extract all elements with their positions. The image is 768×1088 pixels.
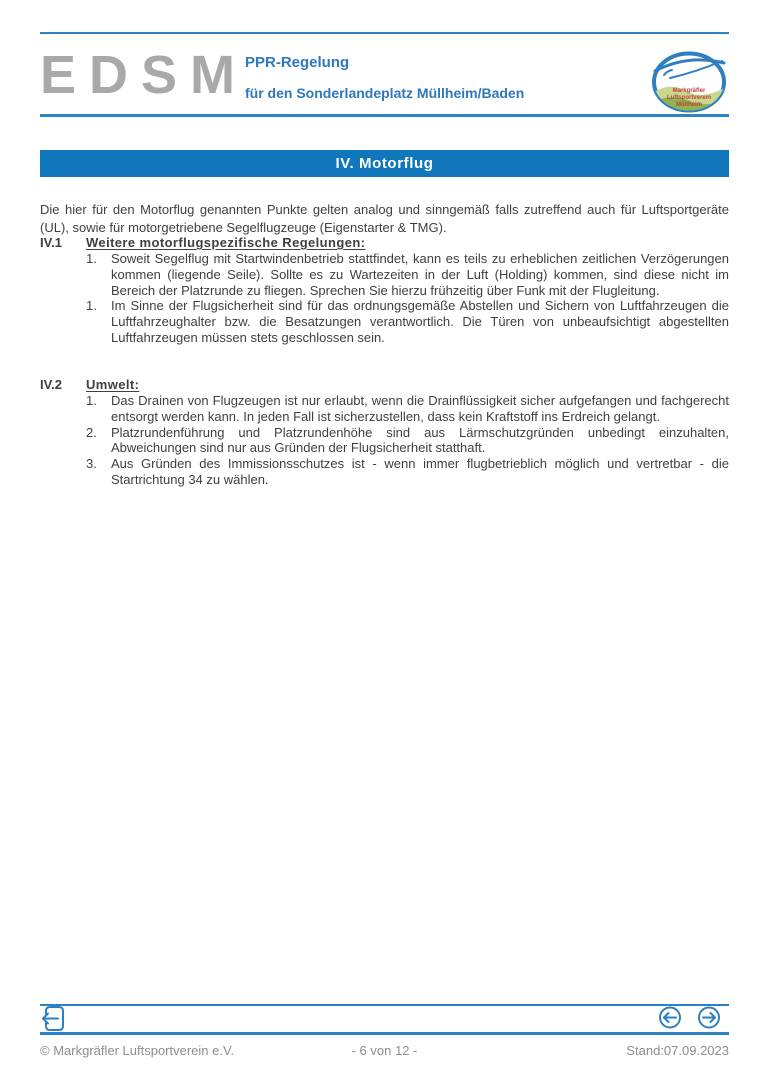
logo-text-line2: Luftsportverein (666, 95, 712, 101)
header-rule (40, 114, 729, 117)
page-footer (40, 1043, 729, 1061)
list-item-text: Soweit Segelflug mit Startwindenbetrieb stattfindet, kann es teils zu erheblichen zeitlichen Verzögerungen kommen (liegende Seile). Sollte es zu Wartezeiten in der Luft (Holding) kommen, sind diese nicht im Bereich der Platzrunde zu fliegen. Sprechen Sie hierzu frühzeitig über Funk mit der Flugleitung. (111, 251, 729, 298)
footer-page-indicator: - 6 von 12 - (351, 1043, 418, 1058)
list-item (86, 298, 729, 345)
next-page-icon[interactable] (697, 1006, 721, 1029)
intro-paragraph: Die hier für den Motorflug genannten Punkte gelten analog und sinngemäß falls zutreffend auch für Luftsportgeräte (UL), sowie für motorgetriebene Segelflugzeuge (Eigenstarter & TMG). (40, 202, 729, 235)
section-number: IV.2 (40, 377, 62, 392)
list-marker: 3. (86, 456, 97, 472)
list-item-text: Das Drainen von Flugzeugen ist nur erlaubt, wenn die Drainflüssigkeit sicher aufgefangen und fachgerecht entsorgt werden kann. In jeden Fall ist sicherzustellen, dass kein Kraftstoff ins Erdreich gelangt. (111, 393, 729, 424)
return-to-contents-icon[interactable] (41, 1005, 65, 1032)
club-logo-glider-icon (650, 50, 728, 114)
footer-date-stamp: Stand:07.09.2023 (626, 1043, 729, 1058)
section-heading: Weitere motorflugspezifische Regelungen: (86, 235, 366, 250)
section-heading: Umwelt: (86, 377, 140, 392)
airfield-code: EDSM (40, 45, 249, 105)
list-marker: 1. (86, 251, 97, 266)
list-marker: 1. (86, 298, 97, 314)
top-rule (40, 32, 729, 34)
doc-subtitle: für den Sonderlandeplatz Müllheim/Baden (245, 85, 525, 101)
footer-bottom-rule (40, 1032, 729, 1035)
previous-page-icon[interactable] (658, 1006, 682, 1029)
footer-top-rule (40, 1004, 729, 1006)
section-number: IV.1 (40, 235, 62, 250)
list-item (86, 393, 729, 425)
section-banner: IV. Motorflug (40, 150, 729, 177)
footer-copyright: © Markgräfler Luftsportverein e.V. (40, 1043, 235, 1058)
section-iv1 (40, 235, 729, 346)
logo-text-line1: Markgräfler (672, 88, 706, 94)
list-item-text: Platzrundenführung und Platzrundenhöhe sind aus Lärmschutzgründen unbedingt einzuhalten, Abweichungen sind nur aus Gründen der Flugsicherheit statthaft. (111, 424, 729, 456)
list-item (86, 456, 729, 488)
list-item-text: Im Sinne der Flugsicherheit sind für das ordnungsgemäße Abstellen und Sichern von Luftfahrzeugen die Luftfahrzeughalter bzw. die Besatzungen verantwortlich. Die Türen von unbeaufsichtigt abgestellten Luftfahrzeugen müssen stets geschlossen sein. (111, 298, 729, 345)
logo-text-line3: Müllheim (675, 102, 703, 108)
section-iv2 (40, 377, 729, 488)
list-marker: 1. (86, 393, 97, 408)
list-item-text: Aus Gründen des Immissionsschutzes ist - wenn immer flugbetrieblich möglich und vertretbar - die Startrichtung 34 zu wählen. (111, 456, 729, 487)
list-item (86, 251, 729, 298)
list-marker: 2. (86, 424, 97, 440)
doc-title: PPR-Regelung (245, 54, 350, 71)
list-item (86, 425, 729, 457)
